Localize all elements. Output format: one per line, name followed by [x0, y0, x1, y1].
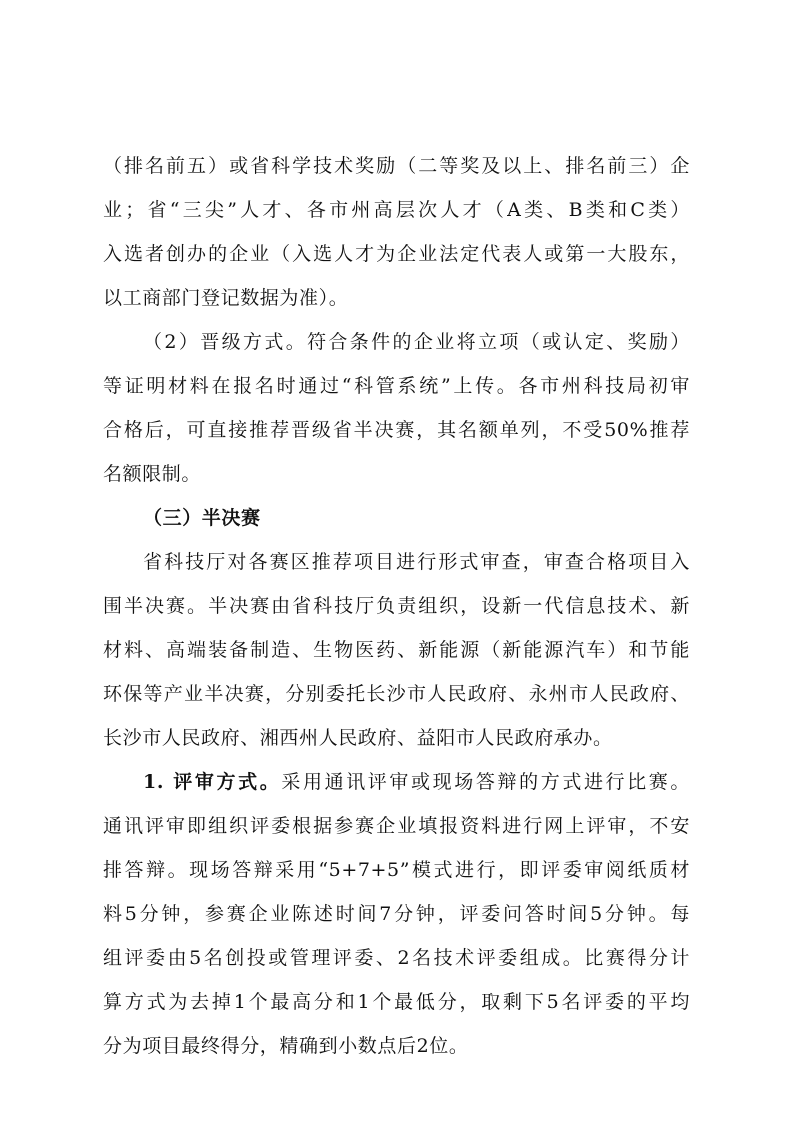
subheading-lead: 1. 评审方式。: [143, 771, 282, 793]
body-line: 排答辩。现场答辩采用“5+7+5”模式进行，即评委审阅纸质材: [103, 859, 690, 881]
body-line: 业；省“三尖”人才、各市州高层次人才（A类、B类和C类）: [103, 199, 690, 221]
body-line: 入选者创办的企业（入选人才为企业法定代表人或第一大股东，: [103, 243, 690, 265]
body-line: 算方式为去掉1个最高分和1个最低分，取剩下5名评委的平均: [103, 991, 690, 1013]
body-line: （2）晋级方式。符合条件的企业将立项（或认定、奖励）: [143, 331, 690, 353]
body-line: 名额限制。: [103, 463, 202, 485]
body-line: 围半决赛。半决赛由省科技厅负责组织，设新一代信息技术、新: [103, 595, 690, 617]
body-line: 等证明材料在报名时通过“科管系统”上传。各市州科技局初审: [103, 375, 690, 397]
body-line: 长沙市人民政府、湘西州人民政府、益阳市人民政府承办。: [103, 727, 613, 749]
body-line: 分为项目最终得分，精确到小数点后2位。: [103, 1035, 469, 1057]
body-line: 合格后，可直接推荐晋级省半决赛，其名额单列，不受50%推荐: [103, 419, 690, 441]
body-line: 料5分钟，参赛企业陈述时间7分钟，评委问答时间5分钟。每: [103, 903, 690, 925]
body-line: （排名前五）或省科学技术奖励（二等奖及以上、排名前三）企: [103, 155, 690, 177]
body-line: 省科技厅对各赛区推荐项目进行形式审查，审查合格项目入: [143, 551, 690, 573]
body-text: 采用通讯评审或现场答辩的方式进行比赛。: [281, 771, 691, 793]
body-line: 组评委由5名创投或管理评委、2名技术评委组成。比赛得分计: [103, 947, 690, 969]
body-line: 环保等产业半决赛，分别委托长沙市人民政府、永州市人民政府、: [103, 683, 690, 705]
section-heading: （三）半决赛: [143, 507, 261, 529]
body-line: 材料、高端装备制造、生物医药、新能源（新能源汽车）和节能: [103, 639, 690, 661]
body-line: 以工商部门登记数据为准）。: [103, 287, 349, 309]
body-line: 通讯评审即组织评委根据参赛企业填报资料进行网上评审，不安: [103, 815, 690, 837]
body-line: [143, 763, 690, 801]
